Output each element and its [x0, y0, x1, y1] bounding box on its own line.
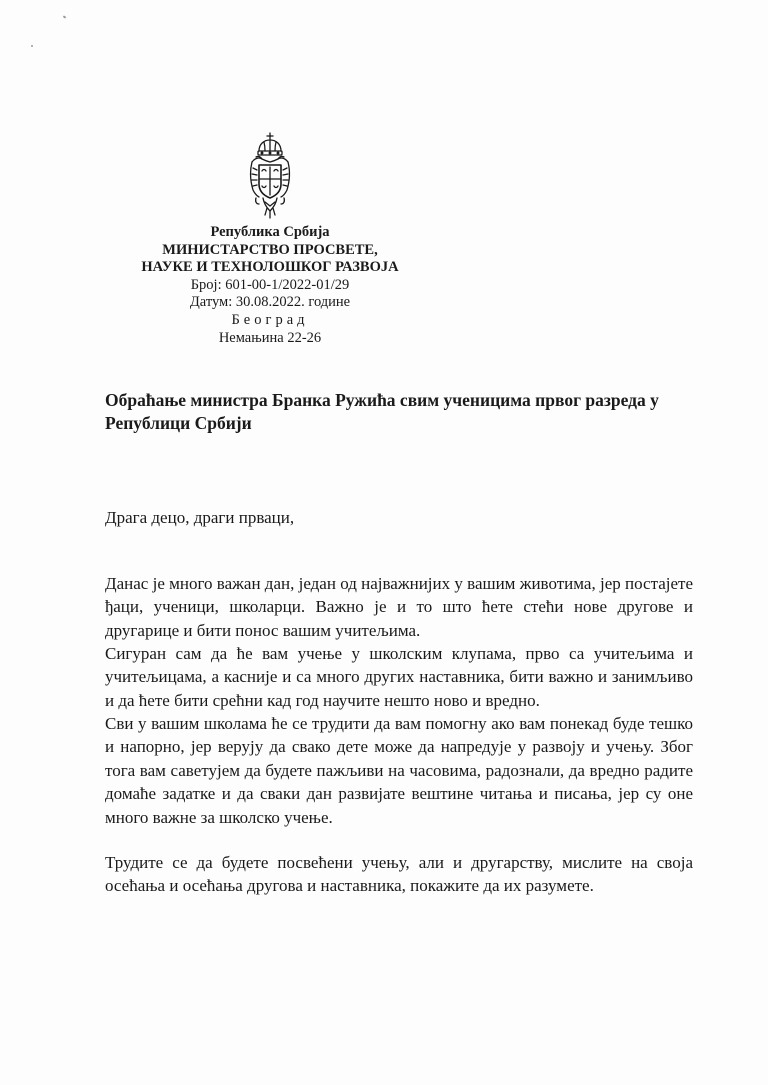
- serbian-coat-of-arms-icon: [247, 132, 293, 220]
- scan-speck: [63, 15, 67, 18]
- letterhead: [90, 224, 450, 347]
- country-name: Република Србија: [210, 224, 330, 240]
- letter-title: Обраћање министра Бранка Ружића свим ученицима првог разреда у Републици Србији: [105, 390, 659, 433]
- body-paragraph: Сви у вашим школама ће се трудити да вам помогну ако вам понекад буде тешко и напорно, јер верују да свако дете може да напредује у развоју и учењу. Због тога вам саветујем да будете пажљиви на часовима, радознали, да вредно радите домаће задатке и да сваки дан развијате вештине читања и писања, јер су оне много важне за школско учење.: [105, 714, 693, 827]
- body-paragraph: Данас је много важан дан, један од најважнијих у вашим животима, јер постајете ђаци, ученици, школарци. Важно је и то што ћете стећи нове другове и другарице и бити понос вашим учитељима.: [105, 574, 693, 640]
- body-paragraph: Трудите се да будете посвећени учењу, али и другарству, мислите на своја осећања и осећања другова и наставника, покажите да их разумете.: [105, 853, 693, 896]
- street-address: Немањина 22-26: [218, 329, 322, 346]
- scan-speck: [31, 45, 33, 47]
- ministry-name-line1: МИНИСТАРСТВО ПРОСВЕТЕ,: [162, 241, 378, 258]
- city-name: Београд: [231, 311, 309, 328]
- reference-number: Број: 601-00-1/2022-01/29: [190, 276, 350, 293]
- ministry-name-line2: НАУКЕ И ТЕХНОЛОШКОГ РАЗВОЈА: [141, 259, 399, 276]
- document-date: Датум: 30.08.2022. године: [189, 294, 351, 311]
- salutation: Драга децо, драги прваци,: [105, 508, 295, 527]
- body-paragraph: Сигуран сам да ће вам учење у школским клупама, прво са учитељима и учитељицама, а касније и са много других наставника, бити важно и занимљиво и да ћете бити срећни кад год научите нешто ново и вредно.: [105, 644, 693, 710]
